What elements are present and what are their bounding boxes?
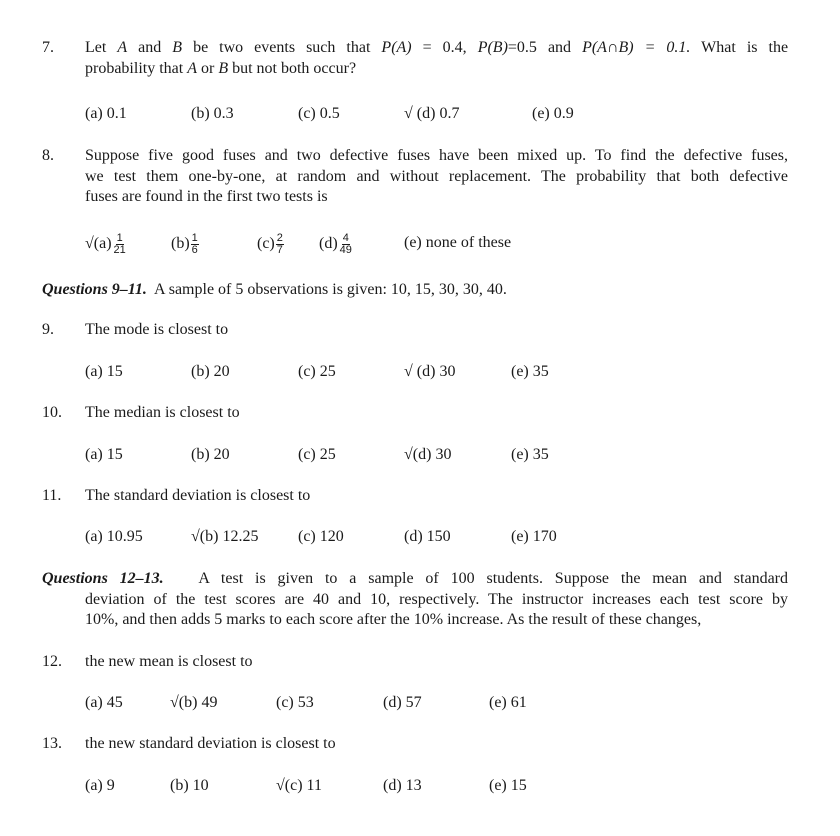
option-b-correct: √(b) 12.25 <box>191 528 259 545</box>
option-c: (c) 120 <box>298 528 344 545</box>
option-e: (e) 170 <box>511 528 557 545</box>
option-b: (b) 20 <box>191 363 230 380</box>
option-c-correct: √(c) 11 <box>276 777 322 794</box>
question-number: 12. <box>42 653 62 670</box>
option-c: (c) 0.5 <box>298 105 340 122</box>
option-e: (e) 61 <box>489 694 527 711</box>
question-7-line-1: Let A and B be two events such that P(A) = 0.4, P(B)=0.5 and P(A∩B) = 0.1. What is the <box>85 39 789 56</box>
question-group-line-1: Questions 12–13. A test is given to a sample of 100 students. Suppose the mean and standard <box>42 570 788 587</box>
option-a: (a) 0.1 <box>85 105 127 122</box>
question-8-text <box>85 146 788 208</box>
question-8-line-3: fuses are found in the first two tests is <box>85 188 328 205</box>
option-e: (e) 35 <box>511 363 549 380</box>
option-a: (a) 10.95 <box>85 528 143 545</box>
option-d: (d) 150 <box>404 528 451 545</box>
option-b-correct: √(b) 49 <box>170 694 218 711</box>
option-e: (e) 0.9 <box>532 105 574 122</box>
question-8-line-1: Suppose five good fuses and two defective fuses have been mixed up. To find the defective fuses, <box>85 147 788 164</box>
option-d-correct: √ (d) 0.7 <box>404 105 460 122</box>
fraction: $\frac{1}{21}$ <box>113 232 126 256</box>
option-d: (d) 13 <box>383 777 422 794</box>
option-d-correct: √ (d) 30 <box>404 363 456 380</box>
option-a: (a) 45 <box>85 694 123 711</box>
question-group-heading: Questions 9–11. A sample of 5 observations is given: 10, 15, 30, 30, 40. <box>42 281 507 298</box>
question-11-text: The standard deviation is closest to <box>85 487 311 504</box>
question-number: 7. <box>42 39 54 56</box>
option-d: (d) 57 <box>383 694 422 711</box>
question-13-text: the new standard deviation is closest to <box>85 735 336 752</box>
question-number: 13. <box>42 735 62 752</box>
option-c: (c) 53 <box>276 694 314 711</box>
option-a-correct: √(a) $\frac{1}{21}$ <box>85 232 126 256</box>
question-8-line-2: we test them one-by-one, at random and without replacement. The probability that both defective <box>85 167 788 185</box>
question-group-heading <box>42 569 788 590</box>
fraction: $\frac{4}{49}$ <box>339 232 352 256</box>
question-12-text: the new mean is closest to <box>85 653 253 670</box>
option-b: (b) 20 <box>191 446 230 463</box>
question-7-text <box>85 38 788 79</box>
option-c: (c) 25 <box>298 363 336 380</box>
question-number: 11. <box>42 487 62 504</box>
option-b: (b) $\frac{1}{6}$ <box>171 232 198 256</box>
question-10-text: The median is closest to <box>85 404 240 421</box>
question-group-line-3: 10%, and then adds 5 marks to each score after the 10% increase. As the result of these changes, <box>85 611 702 628</box>
question-group-text <box>85 590 788 631</box>
option-e: (e) 35 <box>511 446 549 463</box>
option-a: (a) 15 <box>85 363 123 380</box>
option-c: (c) $\frac{2}{7}$ <box>257 232 283 256</box>
question-group-line-2: deviation of the test scores are 40 and 10, respectively. The instructor increases each test score by <box>85 590 788 608</box>
option-a: (a) 9 <box>85 777 115 794</box>
question-number: 9. <box>42 321 54 338</box>
option-c: (c) 25 <box>298 446 336 463</box>
fraction: $\frac{1}{6}$ <box>191 232 198 256</box>
question-7-line-2: probability that A or B but not both occur? <box>85 59 357 77</box>
question-number: 10. <box>42 404 62 421</box>
option-b: (b) 10 <box>170 777 209 794</box>
option-d-correct: √(d) 30 <box>404 446 452 463</box>
fraction: $\frac{2}{7}$ <box>276 232 283 256</box>
option-a: (a) 15 <box>85 446 123 463</box>
option-e: (e) 15 <box>489 777 527 794</box>
option-b: (b) 0.3 <box>191 105 234 122</box>
question-9-text: The mode is closest to <box>85 321 229 338</box>
option-d: (d) $\frac{4}{49}$ <box>319 232 352 256</box>
option-e: (e) none of these <box>404 234 512 251</box>
question-number: 8. <box>42 147 54 164</box>
